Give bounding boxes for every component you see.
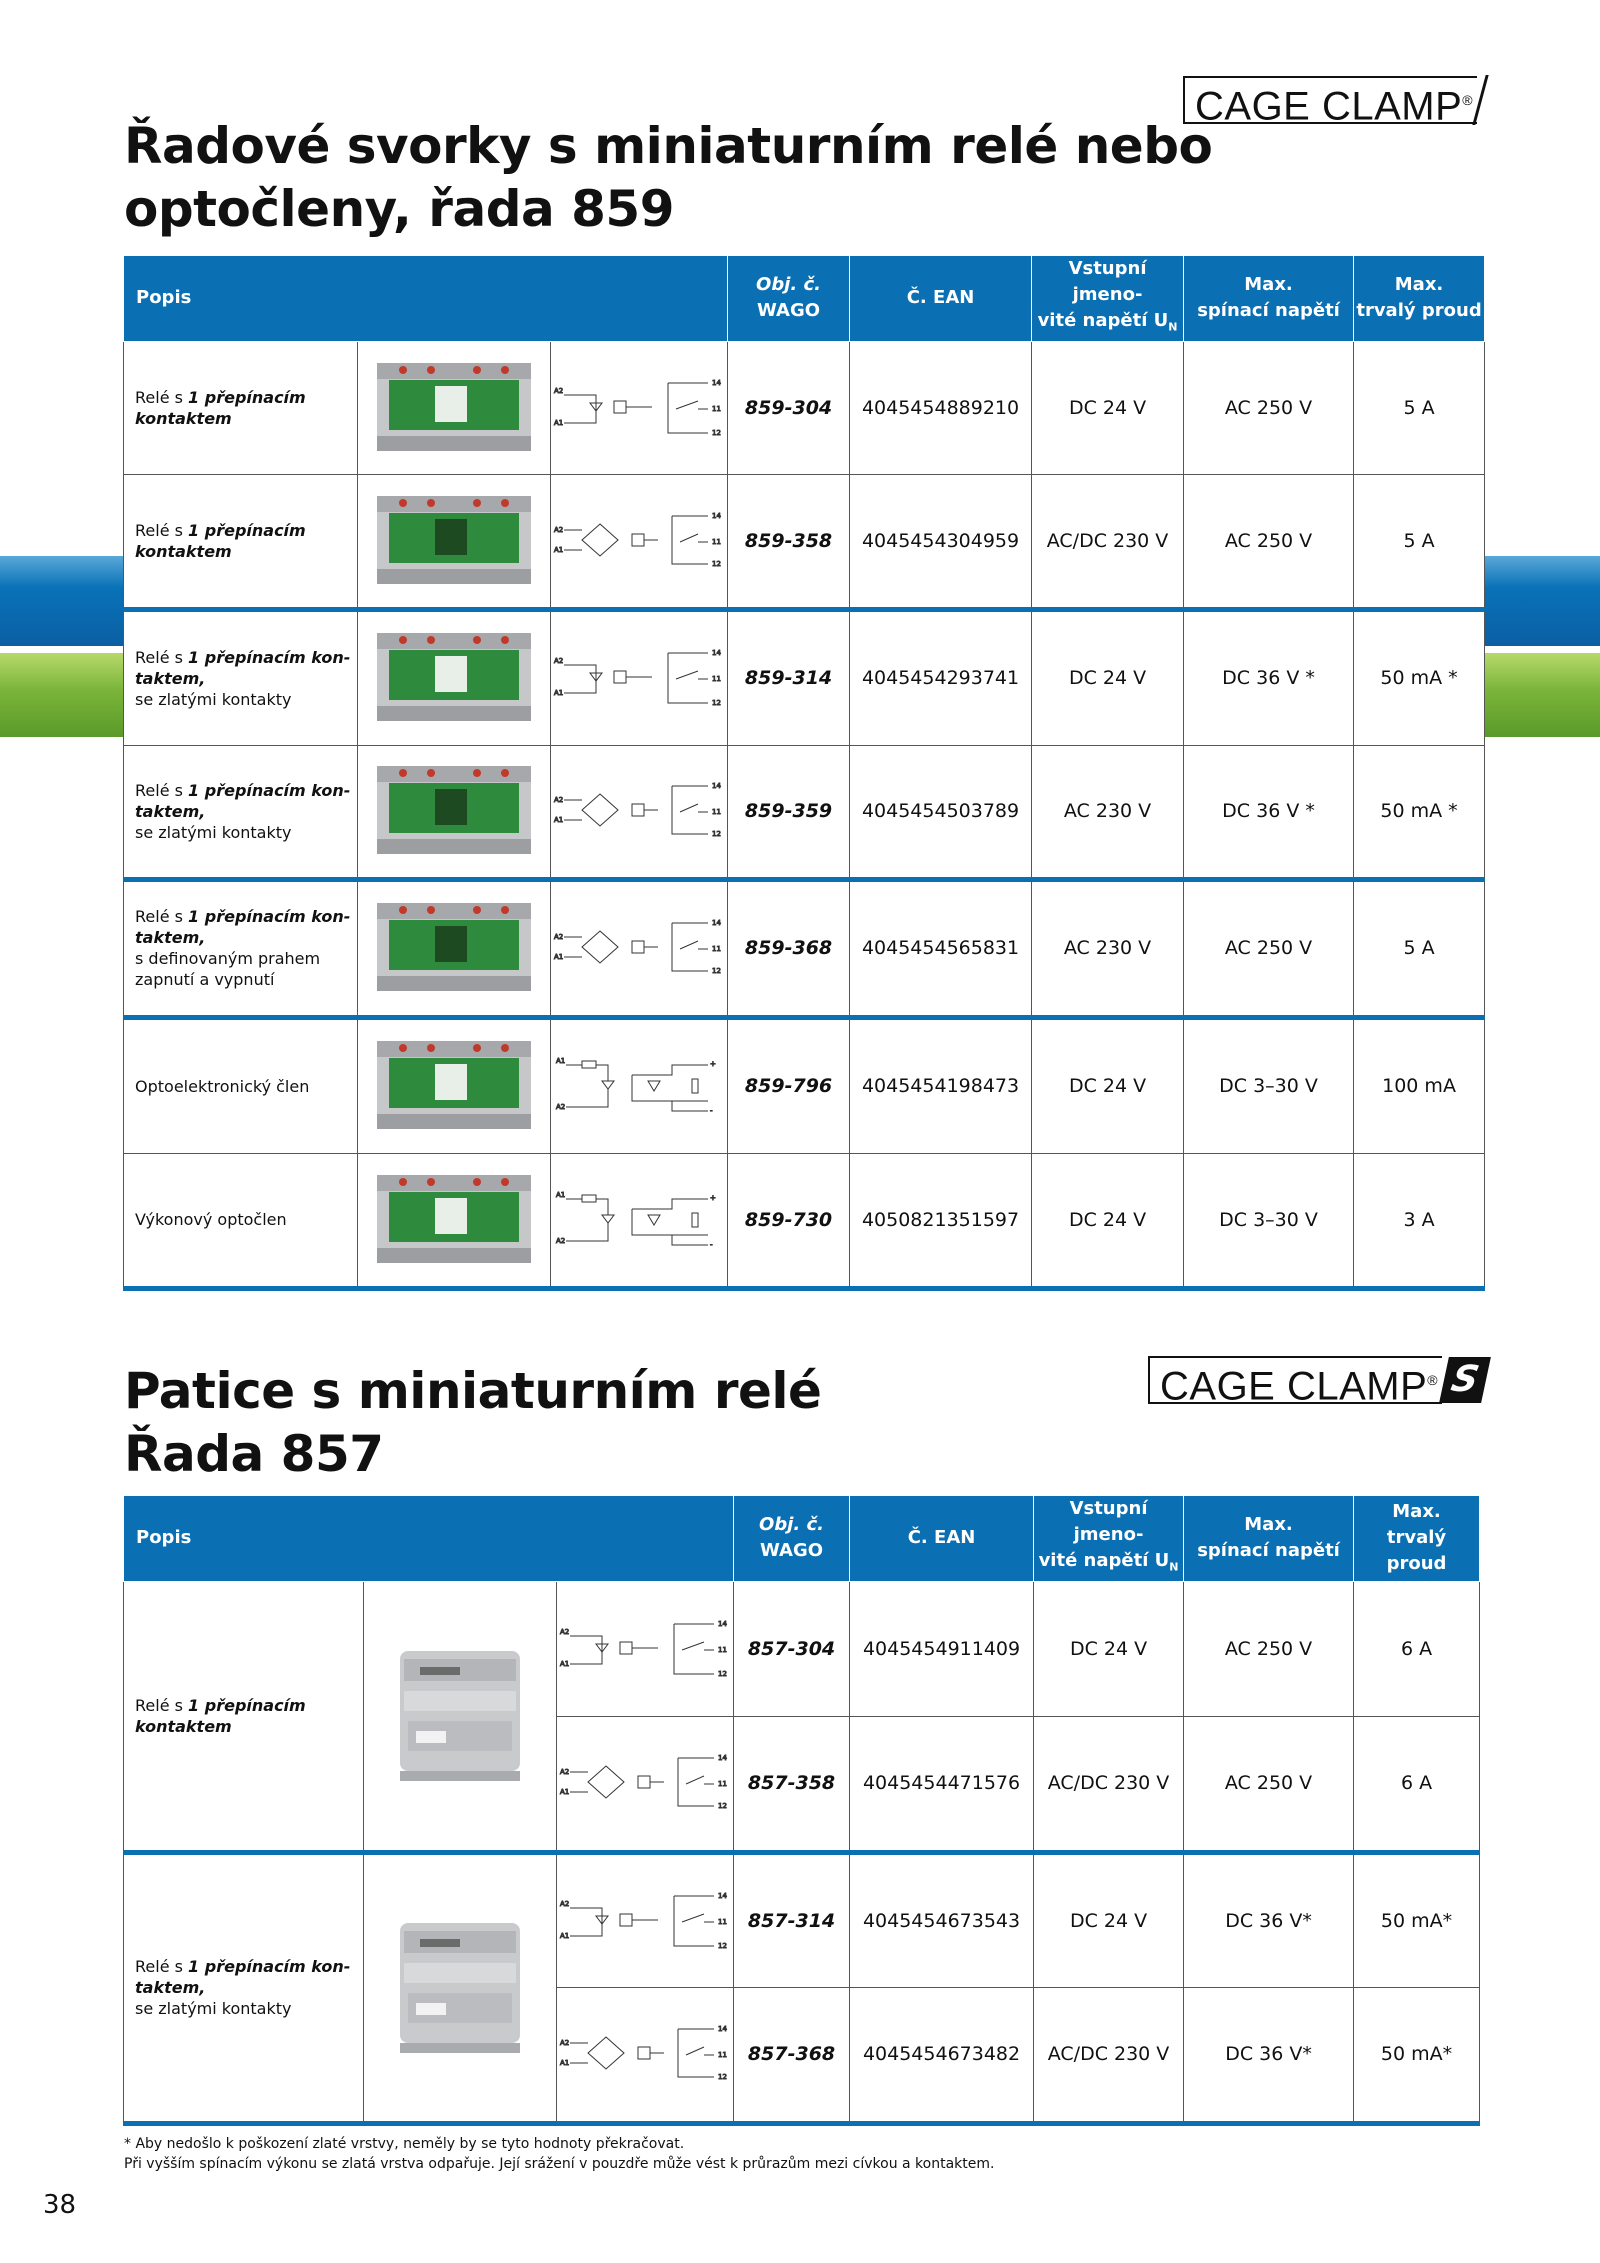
- table-series-859: [123, 255, 1485, 1291]
- input-voltage: DC 24 V: [1032, 1017, 1184, 1153]
- schematic-cell: [551, 341, 728, 474]
- order-code: 859-368: [728, 879, 850, 1017]
- relay-socket-photo: [390, 1903, 530, 2073]
- svg-text:-: -: [709, 1240, 713, 1249]
- svg-text:14: 14: [711, 649, 721, 658]
- input-voltage: AC/DC 230 V: [1034, 1716, 1184, 1852]
- input-voltage: DC 24 V: [1034, 1852, 1184, 1987]
- table-header: [124, 1496, 1480, 1582]
- svg-text:11: 11: [711, 945, 721, 954]
- description-cell: Relé s 1 přepínacím kon-taktem, se zlatými kontakty: [124, 609, 358, 745]
- svg-text:14: 14: [711, 511, 721, 520]
- header-obj: Obj. č. WAGO: [734, 1496, 850, 1582]
- order-code: 857-368: [734, 1987, 850, 2123]
- terminal-block-photo: [369, 761, 539, 861]
- svg-text:11: 11: [711, 808, 721, 817]
- terminal-block-photo: [369, 1170, 539, 1270]
- photo-cell: [358, 879, 551, 1017]
- svg-text:11: 11: [711, 675, 721, 684]
- optocoupler-schematic-icon: [552, 1185, 727, 1255]
- svg-text:A1: A1: [559, 1659, 569, 1668]
- svg-text:+: +: [709, 1193, 716, 1202]
- terminal-block-photo: [369, 358, 539, 458]
- svg-text:A2: A2: [555, 1103, 565, 1112]
- svg-text:14: 14: [717, 1619, 727, 1628]
- max-continuous-current: 50 mA*: [1354, 1987, 1480, 2123]
- header-ean: Č. EAN: [850, 256, 1032, 342]
- order-code: 859-359: [728, 745, 850, 879]
- photo-cell: [358, 1017, 551, 1153]
- input-voltage: AC/DC 230 V: [1034, 1987, 1184, 2123]
- relay-dc-schematic-icon: [558, 1614, 733, 1684]
- svg-text:A2: A2: [553, 933, 563, 942]
- input-voltage: AC 230 V: [1032, 745, 1184, 879]
- max-continuous-current: 5 A: [1354, 341, 1485, 474]
- input-voltage: DC 24 V: [1032, 341, 1184, 474]
- ean-code: 4045454293741: [850, 609, 1032, 745]
- schematic-cell: [551, 879, 728, 1017]
- terminal-block-photo: [369, 1036, 539, 1136]
- section2-title: Patice s miniaturním relé Řada 857: [124, 1362, 822, 1483]
- header-max-proud: Max. trvalý proud: [1354, 256, 1485, 342]
- ean-code: 4045454673482: [850, 1987, 1034, 2123]
- ean-code: 4045454471576: [850, 1716, 1034, 1852]
- order-code: 857-314: [734, 1852, 850, 1987]
- ean-code: 4045454565831: [850, 879, 1032, 1017]
- svg-text:A1: A1: [553, 953, 563, 962]
- relay-ac-schematic-icon: [558, 2019, 733, 2089]
- svg-text:12: 12: [711, 428, 721, 437]
- description-cell: Výkonový optočlen: [124, 1153, 358, 1288]
- schematic-cell: [551, 1153, 728, 1288]
- description-cell: Relé s 1 přepínacím kon-taktem, se zlatými kontakty: [124, 745, 358, 879]
- svg-text:A1: A1: [553, 689, 563, 698]
- schematic-cell: [557, 1852, 734, 1987]
- input-voltage: DC 24 V: [1034, 1581, 1184, 1716]
- order-code: 857-358: [734, 1716, 850, 1852]
- schematic-cell: [557, 1716, 734, 1852]
- photo-cell: [358, 745, 551, 879]
- input-voltage: DC 24 V: [1032, 609, 1184, 745]
- photo-cell: [358, 609, 551, 745]
- terminal-block-photo: [369, 898, 539, 998]
- max-switching-voltage: AC 250 V: [1184, 1581, 1354, 1716]
- relay-dc-schematic-icon: [558, 1886, 733, 1956]
- relay-ac-schematic-icon: [552, 913, 727, 983]
- max-switching-voltage: DC 36 V *: [1184, 609, 1354, 745]
- photo-cell: [358, 341, 551, 474]
- svg-text:-: -: [709, 1107, 713, 1116]
- photo-cell: [358, 1153, 551, 1288]
- table-row: [124, 341, 1485, 474]
- svg-text:14: 14: [717, 1891, 727, 1900]
- svg-text:A2: A2: [553, 386, 563, 395]
- header-ean: Č. EAN: [850, 1496, 1034, 1582]
- section1-title: Řadové svorky s miniaturním relé nebo optočleny, řada 859: [124, 117, 1213, 238]
- svg-text:12: 12: [711, 830, 721, 839]
- svg-text:14: 14: [717, 1754, 727, 1763]
- ean-code: 4045454503789: [850, 745, 1032, 879]
- ean-code: 4045454198473: [850, 1017, 1032, 1153]
- svg-text:A2: A2: [555, 1236, 565, 1245]
- svg-text:A1: A1: [559, 1788, 569, 1797]
- schematic-cell: [551, 745, 728, 879]
- relay-ac-schematic-icon: [558, 1748, 733, 1818]
- svg-text:A1: A1: [553, 418, 563, 427]
- order-code: 859-730: [728, 1153, 850, 1288]
- input-voltage: AC/DC 230 V: [1032, 474, 1184, 609]
- schematic-cell: [551, 474, 728, 609]
- svg-text:A2: A2: [559, 1627, 569, 1636]
- photo-cell: [358, 474, 551, 609]
- svg-text:11: 11: [717, 1917, 727, 1926]
- table-row: [124, 1581, 1480, 1716]
- svg-text:A2: A2: [559, 1899, 569, 1908]
- svg-text:12: 12: [717, 1669, 727, 1678]
- svg-text:A2: A2: [559, 2039, 569, 2048]
- svg-text:11: 11: [717, 1780, 727, 1789]
- relay-ac-schematic-icon: [552, 776, 727, 846]
- svg-text:12: 12: [711, 967, 721, 976]
- svg-text:12: 12: [717, 1802, 727, 1811]
- svg-text:11: 11: [711, 404, 721, 413]
- max-continuous-current: 5 A: [1354, 879, 1485, 1017]
- max-continuous-current: 5 A: [1354, 474, 1485, 609]
- photo-cell: [364, 1852, 557, 2123]
- order-code: 859-304: [728, 341, 850, 474]
- svg-text:12: 12: [717, 2073, 727, 2082]
- table-row: [124, 609, 1485, 745]
- ean-code: 4050821351597: [850, 1153, 1032, 1288]
- order-code: 857-304: [734, 1581, 850, 1716]
- svg-text:A1: A1: [559, 2059, 569, 2068]
- header-popis: Popis: [124, 1496, 734, 1582]
- header-max-napeti: Max. spínací napětí: [1184, 256, 1354, 342]
- max-continuous-current: 3 A: [1354, 1153, 1485, 1288]
- input-voltage: DC 24 V: [1032, 1153, 1184, 1288]
- ean-code: 4045454304959: [850, 474, 1032, 609]
- relay-socket-photo: [390, 1631, 530, 1801]
- max-switching-voltage: DC 36 V *: [1184, 745, 1354, 879]
- svg-text:14: 14: [717, 2025, 727, 2034]
- table-row: [124, 1153, 1485, 1288]
- cage-clamp-s-logo: CAGE CLAMP® S: [1148, 1356, 1486, 1404]
- header-max-proud: Max. trvalý proud: [1354, 1496, 1480, 1582]
- svg-text:12: 12: [711, 699, 721, 708]
- schematic-cell: [557, 1987, 734, 2123]
- table-row: [124, 474, 1485, 609]
- terminal-block-photo: [369, 491, 539, 591]
- max-continuous-current: 50 mA *: [1354, 609, 1485, 745]
- svg-text:+: +: [709, 1060, 716, 1069]
- ean-code: 4045454673543: [850, 1852, 1034, 1987]
- max-continuous-current: 6 A: [1354, 1581, 1480, 1716]
- ean-code: 4045454889210: [850, 341, 1032, 474]
- svg-text:A2: A2: [559, 1768, 569, 1777]
- max-switching-voltage: AC 250 V: [1184, 474, 1354, 609]
- svg-text:11: 11: [717, 2051, 727, 2060]
- header-vstupni: Vstupní jmeno- vité napětí $U_N$: [1032, 256, 1184, 342]
- schematic-cell: [557, 1581, 734, 1716]
- table-series-857: [123, 1495, 1480, 2126]
- order-code: 859-314: [728, 609, 850, 745]
- page-number: 38: [43, 2190, 77, 2220]
- max-continuous-current: 6 A: [1354, 1716, 1480, 1852]
- svg-text:11: 11: [711, 537, 721, 546]
- table-row: [124, 745, 1485, 879]
- relay-ac-schematic-icon: [552, 506, 727, 576]
- description-cell: Optoelektronický člen: [124, 1017, 358, 1153]
- header-popis: Popis: [124, 256, 728, 342]
- schematic-cell: [551, 1017, 728, 1153]
- header-vstupni: Vstupní jmeno- vité napětí $U_N$: [1034, 1496, 1184, 1582]
- svg-text:A1: A1: [559, 1931, 569, 1940]
- terminal-block-photo: [369, 628, 539, 728]
- table-row: [124, 879, 1485, 1017]
- description-cell: Relé s 1 přepínacím kontaktem: [124, 1581, 364, 1852]
- max-continuous-current: 100 mA: [1354, 1017, 1485, 1153]
- table-header: [124, 256, 1485, 342]
- max-continuous-current: 50 mA *: [1354, 745, 1485, 879]
- description-cell: Relé s 1 přepínacím kontaktem: [124, 341, 358, 474]
- svg-text:A1: A1: [553, 816, 563, 825]
- relay-dc-schematic-icon: [552, 643, 727, 713]
- optocoupler-schematic-icon: [552, 1051, 727, 1121]
- svg-text:12: 12: [717, 1941, 727, 1950]
- svg-text:11: 11: [717, 1645, 727, 1654]
- footnote: * Aby nedošlo k poškození zlaté vrstvy, neměly by se tyto hodnoty překračovat. Při vyšším spínacím výkonu se zlatá vrstva odpařuje. Její srážení v pouzdře může vést k průrazům mezi cívkou a kontaktem.: [124, 2136, 995, 2172]
- relay-dc-schematic-icon: [552, 373, 727, 443]
- order-code: 859-796: [728, 1017, 850, 1153]
- description-cell: Relé s 1 přepínacím kon-taktem, s definovaným prahem zapnutí a vypnutí: [124, 879, 358, 1017]
- svg-text:12: 12: [711, 559, 721, 568]
- svg-text:A1: A1: [555, 1190, 565, 1199]
- max-switching-voltage: DC 36 V*: [1184, 1852, 1354, 1987]
- svg-text:A2: A2: [553, 796, 563, 805]
- svg-text:14: 14: [711, 919, 721, 928]
- svg-text:A1: A1: [553, 545, 563, 554]
- max-switching-voltage: DC 3–30 V: [1184, 1017, 1354, 1153]
- header-obj: Obj. č. WAGO: [728, 256, 850, 342]
- svg-text:14: 14: [711, 782, 721, 791]
- input-voltage: AC 230 V: [1032, 879, 1184, 1017]
- max-continuous-current: 50 mA*: [1354, 1852, 1480, 1987]
- max-switching-voltage: AC 250 V: [1184, 1716, 1354, 1852]
- description-cell: Relé s 1 přepínacím kon-taktem, se zlatými kontakty: [124, 1852, 364, 2123]
- table-row: [124, 1852, 1480, 1987]
- ean-code: 4045454911409: [850, 1581, 1034, 1716]
- svg-text:14: 14: [711, 378, 721, 387]
- photo-cell: [364, 1581, 557, 1852]
- max-switching-voltage: DC 3–30 V: [1184, 1153, 1354, 1288]
- max-switching-voltage: AC 250 V: [1184, 341, 1354, 474]
- svg-text:A1: A1: [555, 1057, 565, 1066]
- max-switching-voltage: DC 36 V*: [1184, 1987, 1354, 2123]
- header-max-napeti: Max. spínací napětí: [1184, 1496, 1354, 1582]
- table-row: [124, 1017, 1485, 1153]
- max-switching-voltage: AC 250 V: [1184, 879, 1354, 1017]
- order-code: 859-358: [728, 474, 850, 609]
- svg-text:A2: A2: [553, 525, 563, 534]
- schematic-cell: [551, 609, 728, 745]
- svg-text:A2: A2: [553, 657, 563, 666]
- description-cell: Relé s 1 přepínacím kontaktem: [124, 474, 358, 609]
- cage-clamp-logo: CAGE CLAMP®: [1183, 76, 1482, 124]
